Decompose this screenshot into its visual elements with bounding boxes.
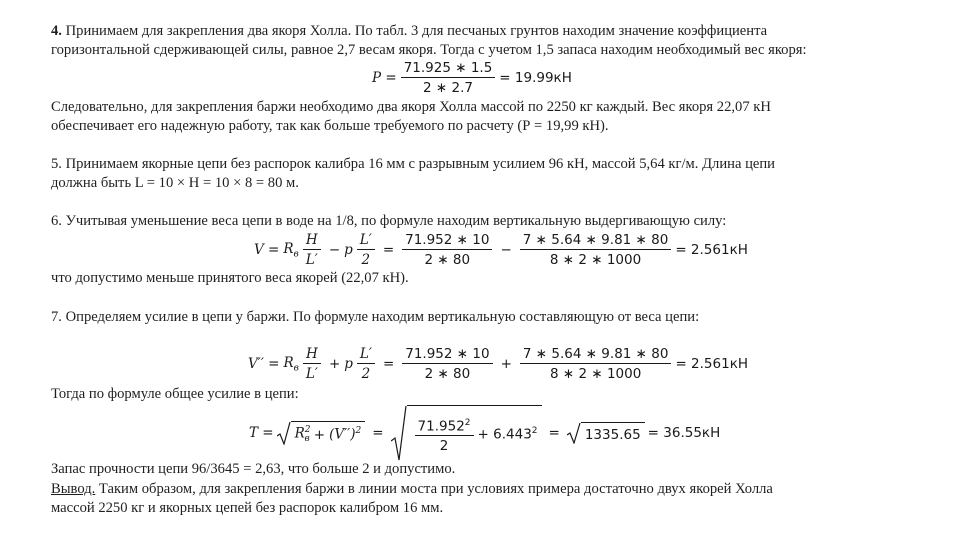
formula-t-lhs: T = xyxy=(249,425,274,441)
formula-v-result: = 2.561кН xyxy=(675,242,748,258)
formula-v2-frac-1 xyxy=(303,346,321,382)
formula-v2-equals: = xyxy=(382,356,395,372)
formula-t-frac xyxy=(415,415,474,455)
formula-t-sqrt-3-radicand: 1335.65 xyxy=(581,422,645,444)
formula-v2-result: = 2.561кН xyxy=(675,356,749,372)
p7-line-2: Тогда по формуле общее усилие в цепи: xyxy=(51,386,299,402)
formula-t-sqrt-3 xyxy=(567,422,645,444)
formula-v2-frac-4-num: 7 ∗ 5.64 ∗ 9.81 ∗ 80 xyxy=(520,346,672,364)
formula-t-sqrt-1 xyxy=(277,421,366,445)
formula-v xyxy=(254,232,748,268)
formula-v-minus: − xyxy=(328,242,341,258)
p7-line-3: Запас прочности цепи 96/3645 = 2,63, что больше 2 и допустимо. xyxy=(51,461,456,477)
formula-p-result: = 19.99кН xyxy=(499,70,572,86)
formula-p-denominator: 2 ∗ 2.7 xyxy=(423,80,473,96)
formula-v-frac-3-den: 2 ∗ 80 xyxy=(424,252,471,268)
formula-p-lhs: P = xyxy=(372,70,397,86)
radical-sign-small-icon xyxy=(567,422,581,444)
p4-number: 4. xyxy=(51,23,62,39)
formula-p xyxy=(372,60,572,96)
formula-v-p: p xyxy=(344,242,353,258)
formula-t-r-term: $R^2_в$ xyxy=(294,424,311,445)
formula-t-plus-term: + $6.443^2$ xyxy=(477,426,538,443)
formula-v2-frac-4 xyxy=(520,346,672,382)
radical-sign-large-icon xyxy=(391,405,407,461)
p4-line-2: горизонтальной сдерживающей силы, равное 2,7 весам якоря. Тогда с учетом 1,5 запаса находим необходимый вес якоря: xyxy=(51,42,807,58)
formula-v2 xyxy=(248,346,748,382)
p7-line-4 xyxy=(51,481,773,498)
formula-v2-plus: + xyxy=(328,356,341,372)
p6-line-1: 6. Учитывая уменьшение веса цепи в воде на 1/8, по формуле находим вертикальную выдергивающую силу: xyxy=(51,213,727,229)
formula-v-frac-1-den: L′ xyxy=(305,252,318,268)
p5-line-1: 5. Принимаем якорные цепи без распорок калибра 16 мм с разрывным усилием 96 кН, массой 5,64 кг/м. Длина цепи xyxy=(51,156,775,172)
formula-v2-frac-2-num: L′ xyxy=(357,346,375,364)
formula-v-frac-3-num: 71.952 ∗ 10 xyxy=(402,232,492,250)
formula-v2-frac-3-num: 71.952 ∗ 10 xyxy=(402,346,492,364)
formula-t-frac-num: 71.952$^2$ xyxy=(415,415,474,437)
formula-v-frac-2 xyxy=(357,232,375,268)
formula-p-numerator: 71.925 ∗ 1.5 xyxy=(401,60,496,78)
p7-line-5: массой 2250 кг и якорных цепей без распорок калибром 16 мм. xyxy=(51,500,444,516)
formula-v-frac-4-den: 8 ∗ 2 ∗ 1000 xyxy=(549,252,642,268)
formula-t-frac-den: 2 xyxy=(439,438,449,455)
p4-line-4: обеспечивает его надежную работу, так как больше требуемого по расчету (Р = 19,99 кН). xyxy=(51,118,609,134)
formula-v2-frac-2 xyxy=(357,346,375,382)
radical-sign-icon xyxy=(277,421,291,445)
p4-line-3: Следовательно, для закрепления баржи необходимо два якоря Холла массой по 2250 кг каждый. Вес якоря 22,07 кН xyxy=(51,99,771,115)
formula-t-equals-1: = xyxy=(372,425,384,441)
formula-v-frac-3 xyxy=(402,232,492,268)
formula-p-fraction xyxy=(401,60,496,96)
formula-t xyxy=(249,405,720,461)
formula-v-op: − xyxy=(500,242,512,258)
formula-v-equals: = xyxy=(382,242,395,258)
formula-v-frac-2-den: 2 xyxy=(361,252,371,268)
formula-t-sqrt-1-radicand xyxy=(291,421,366,445)
formula-v2-frac-1-num: H xyxy=(303,346,321,364)
formula-v-r: $R_в$ xyxy=(283,240,299,260)
formula-t-equals-2: = xyxy=(548,425,560,441)
p4-line-1 xyxy=(51,23,767,40)
formula-t-inner-plus: + xyxy=(313,426,326,443)
p6-line-2: что допустимо меньше принятого веса якорей (22,07 кН). xyxy=(51,270,409,286)
formula-v-frac-2-num: L′ xyxy=(357,232,375,250)
formula-v-lhs: V = xyxy=(254,242,280,258)
formula-v2-frac-3 xyxy=(402,346,492,382)
conclusion-label: Вывод. xyxy=(51,481,96,497)
formula-v-frac-4-num: 7 ∗ 5.64 ∗ 9.81 ∗ 80 xyxy=(520,232,672,250)
formula-v2-frac-2-den: 2 xyxy=(361,366,371,382)
formula-v2-frac-4-den: 8 ∗ 2 ∗ 1000 xyxy=(550,366,642,382)
formula-v2-op: + xyxy=(500,356,512,372)
formula-v-frac-4 xyxy=(520,232,672,268)
formula-t-v-term: $(V'')^2$ xyxy=(329,426,362,443)
formula-v-frac-1 xyxy=(303,232,321,268)
p7-line-1: 7. Определяем усилие в цепи у баржи. По формуле находим вертикальную составляющую от веса цепи: xyxy=(51,309,700,325)
formula-v2-frac-1-den: L′ xyxy=(305,366,318,382)
p5-line-2: должна быть L = 10 × Н = 10 × 8 = 80 м. xyxy=(51,175,299,191)
formula-v2-lhs: V′′ = xyxy=(248,356,280,372)
formula-t-sqrt-2-radicand xyxy=(407,405,542,461)
formula-v2-r: $R_в$ xyxy=(283,354,299,374)
formula-v2-p: p xyxy=(344,356,353,372)
formula-v2-frac-3-den: 2 ∗ 80 xyxy=(424,366,471,382)
formula-v-frac-1-num: H xyxy=(303,232,321,250)
p4-line-1-text: Принимаем для закрепления два якоря Холла. По табл. 3 для песчаных грунтов находим значение коэффициента xyxy=(61,23,768,39)
formula-t-sqrt-2 xyxy=(391,405,542,461)
p7-line-4-text: Таким образом, для закрепления баржи в линии моста при условиях примера достаточно двух якорей Холла xyxy=(95,481,773,497)
formula-t-result: = 36.55кН xyxy=(647,425,721,441)
